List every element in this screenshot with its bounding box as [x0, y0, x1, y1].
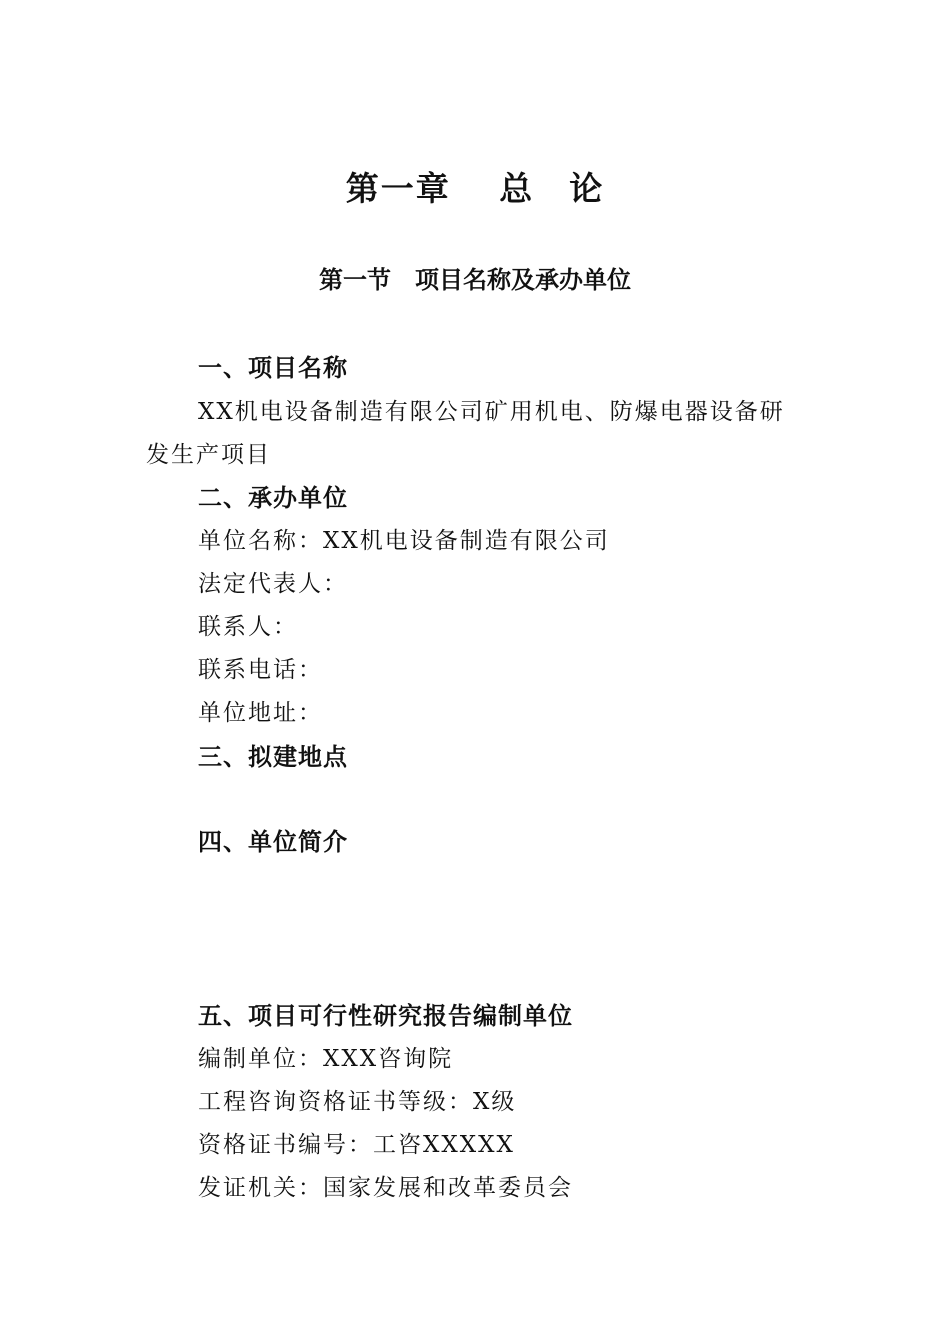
heading-unit-intro: 四、单位简介 [198, 828, 348, 856]
compiler-unit-line: 编制单位：XXX咨询院 [198, 1046, 454, 1072]
certificate-number-line: 资格证书编号：工咨XXXXX [198, 1132, 515, 1158]
legal-representative-line: 法定代表人： [198, 571, 348, 597]
heading-report-compiler: 五、项目可行性研究报告编制单位 [198, 1002, 573, 1030]
issuing-authority-line: 发证机关：国家发展和改革委员会 [198, 1175, 573, 1201]
project-name-line-2: 发生产项目 [146, 442, 271, 468]
certificate-grade-line: 工程咨询资格证书等级：X级 [198, 1089, 517, 1115]
section-title: 第一节 项目名称及承办单位 [319, 266, 631, 294]
unit-name-line: 单位名称：XX机电设备制造有限公司 [198, 528, 610, 554]
unit-address-line: 单位地址： [198, 700, 323, 726]
heading-project-name: 一、项目名称 [198, 354, 348, 382]
contact-person-line: 联系人： [198, 614, 298, 640]
heading-host-unit: 二、承办单位 [198, 484, 348, 512]
chapter-title: 第一章 总 论 [345, 169, 605, 208]
heading-site: 三、拟建地点 [198, 743, 348, 771]
project-name-line-1: XX机电设备制造有限公司矿用机电、防爆电器设备研 [198, 399, 785, 425]
contact-phone-line: 联系电话： [198, 657, 323, 683]
